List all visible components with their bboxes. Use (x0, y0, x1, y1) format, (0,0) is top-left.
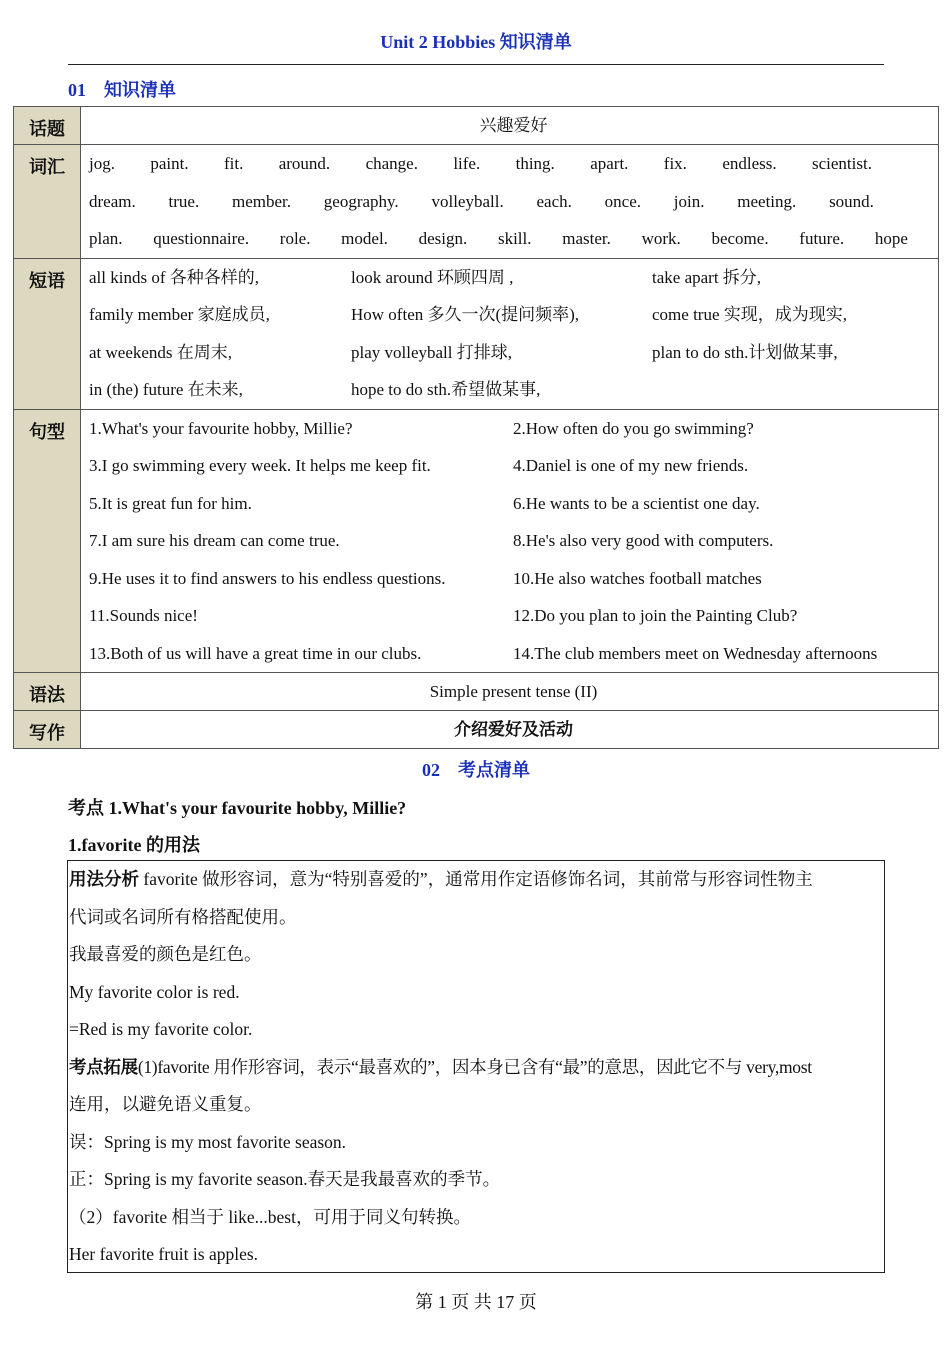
sentence-line (89, 447, 938, 485)
vocab-word: dream. (89, 191, 136, 211)
phrase-line (89, 334, 938, 372)
vocab-word: jog. (89, 154, 115, 173)
vocab-word: fit. (223, 154, 244, 173)
row-vocab (14, 145, 939, 259)
box-line: Her favorite fruit is apples. (69, 1244, 259, 1264)
vocab-line (89, 183, 938, 221)
writing-value: 介绍爱好及活动 (81, 711, 939, 749)
phrase: look around 环顾四周 , (351, 267, 514, 287)
vocab-word: each. (536, 191, 572, 211)
vocab-word: around. (278, 154, 331, 173)
vocab-word: once. (604, 191, 641, 211)
phrase: How often 多久一次(提问频率), (351, 305, 580, 324)
vocab-word: model. (341, 229, 388, 248)
sentence: 3.I go swimming every week. It helps me keep fit. (89, 456, 431, 475)
sentence: 12.Do you plan to join the Painting Club? (513, 606, 798, 625)
writing-label: 写作 (14, 711, 81, 749)
vocab-word: skill. (497, 229, 532, 248)
row-phrases (14, 258, 939, 409)
box-line: My favorite color is red. (69, 981, 240, 1002)
grammar-value: Simple present tense (II) (81, 673, 939, 711)
vocab-word: paint. (150, 154, 189, 173)
sentence-line (89, 597, 938, 635)
extension-label: 考点拓展 (69, 1056, 138, 1077)
sentence: 9.He uses it to find answers to his endless questions. (89, 568, 446, 588)
grammar-label: 语法 (14, 673, 81, 711)
phrase: all kinds of 各种各样的, (89, 267, 259, 287)
sentence: 13.Both of us will have a great time in our clubs. (89, 643, 422, 663)
phrase-line (89, 259, 938, 297)
sentence: 6.He wants to be a scientist one day. (513, 493, 760, 513)
box-line: （2）favorite 相当于 like...best，可用于同义句转换。 (69, 1206, 471, 1227)
phrase: hope to do sth.希望做某事, (351, 380, 541, 399)
sentence-line (89, 410, 938, 448)
sentence: 8.He's also very good with computers. (513, 531, 774, 550)
section-1-title: 01 知识清单 (68, 80, 176, 100)
phrase: plan to do sth.计划做某事, (652, 342, 838, 362)
vocab-line (89, 220, 938, 258)
vocab-word: join. (673, 191, 705, 211)
vocab-word: questionnaire. (153, 229, 250, 248)
box-line: =Red is my favorite color. (69, 1019, 253, 1039)
row-sentences (14, 409, 939, 673)
vocab-word: member. (231, 191, 291, 211)
box-line: 误：Spring is my most favorite season. (69, 1131, 347, 1152)
vocab-word: sound. (829, 191, 874, 211)
topic-value: 兴趣爱好 (81, 107, 939, 145)
exam-point-heading: 考点 1.What's your favourite hobby, Millie? (68, 798, 407, 818)
box-line: 代词或名词所有格搭配使用。 (69, 906, 297, 927)
phrase: play volleyball 打排球, (351, 342, 513, 362)
sentence-line (89, 485, 938, 523)
sentence: 11.Sounds nice! (89, 606, 198, 625)
box-text: (1)favorite 用作形容词，表示“最喜欢的”，因本身已含有“最”的意思，因此它不与 very,most (137, 1056, 812, 1077)
sentence-line (89, 560, 938, 598)
sentence: 10.He also watches football matches (513, 568, 762, 588)
sentence: 7.I am sure his dream can come true. (89, 531, 340, 550)
vocab-word: future. (799, 229, 845, 248)
phrases-cell (81, 258, 939, 409)
phrase: family member 家庭成员, (89, 305, 270, 324)
header-rule (68, 64, 884, 65)
box-line (68, 861, 884, 899)
vocab-word: true. (168, 191, 200, 211)
sentence: 2.How often do you go swimming? (513, 418, 754, 438)
vocab-word: volleyball. (431, 191, 504, 211)
vocab-word: meeting. (737, 191, 797, 211)
phrase: take apart 拆分, (652, 267, 762, 287)
vocab-word: fix. (663, 154, 687, 173)
vocab-cell (81, 145, 939, 259)
topic-label: 话题 (14, 107, 81, 145)
phrase-line (89, 296, 938, 334)
vocab-label: 词汇 (14, 145, 81, 259)
vocab-word: master. (562, 229, 611, 248)
vocab-word: life. (453, 154, 481, 173)
vocab-word: apart. (590, 154, 629, 173)
sentence: 14.The club members meet on Wednesday afternoons (513, 643, 878, 663)
vocab-word: become. (711, 229, 769, 248)
row-topic (14, 107, 939, 145)
phrase: at weekends 在周末, (89, 342, 233, 362)
vocab-word: work. (641, 229, 681, 248)
page-footer: 第 1 页 共 17 页 (415, 1292, 537, 1312)
vocab-line (89, 145, 938, 183)
vocab-word: thing. (515, 154, 555, 173)
sentence-line (89, 635, 938, 673)
box-line (68, 1049, 884, 1087)
sentence-line (89, 522, 938, 560)
box-line: 我最喜爱的颜色是红色。 (69, 944, 262, 964)
box-line: 连用，以避免语义重复。 (69, 1094, 262, 1114)
box-text: favorite 做形容词，意为“特别喜爱的”，通常用作定语修饰名词，其前常与形容词性物主 (139, 869, 813, 889)
vocab-word: geography. (323, 191, 399, 211)
usage-analysis-label: 用法分析 (69, 869, 139, 889)
phrase: in (the) future 在未来, (89, 380, 243, 399)
sentence: 4.Daniel is one of my new friends. (513, 456, 749, 475)
sentence: 1.What's your favourite hobby, Millie? (89, 418, 353, 438)
box-line: 正：Spring is my favorite season.春天是我最喜欢的季节。 (69, 1169, 501, 1189)
vocab-word: endless. (722, 154, 777, 173)
vocab-word: hope (874, 229, 908, 248)
vocab-word: scientist. (811, 154, 872, 173)
sentences-cell (81, 409, 939, 673)
vocab-word: plan. (89, 229, 123, 248)
document-title: Unit 2 Hobbies 知识清单 (380, 32, 572, 52)
section-2-title: 02 考点清单 (422, 760, 530, 780)
vocab-word: change. (365, 154, 418, 173)
usage-box (67, 860, 885, 1273)
sentences-label: 句型 (14, 409, 81, 673)
knowledge-table (13, 106, 939, 749)
phrases-label: 短语 (14, 258, 81, 409)
phrase: come true 实现，成为现实, (652, 305, 847, 324)
vocab-word: design. (418, 229, 468, 248)
usage-subheading: 1.favorite 的用法 (68, 835, 200, 855)
vocab-word: role. (279, 229, 311, 248)
sentence: 5.It is great fun for him. (89, 493, 252, 513)
row-writing (14, 711, 939, 749)
phrase-line (89, 371, 938, 409)
row-grammar (14, 673, 939, 711)
